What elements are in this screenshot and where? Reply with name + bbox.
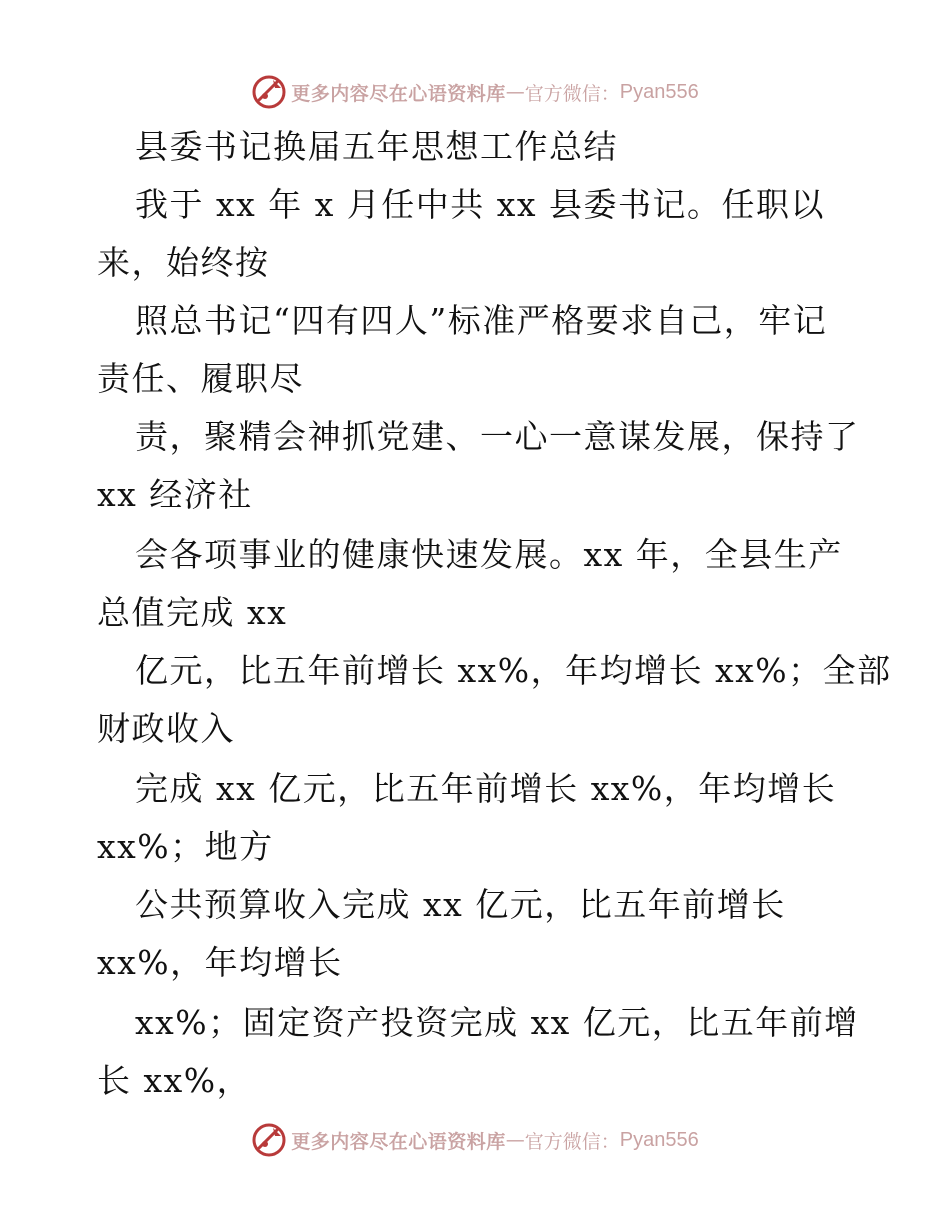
paragraph-line: xx%；地方 [97,827,274,866]
paragraph-line: 完成 xx 亿元，比五年前增长 xx%，年均增长 [135,769,837,808]
watermark-separator: — [505,1129,525,1151]
watermark-wechat-id: Pyan556 [619,1128,699,1151]
watermark-banner-top [0,72,950,112]
watermark-wechat-id: Pyan556 [619,80,699,103]
paragraph-line: 总值完成 xx [97,593,288,632]
paragraph-line: 来，始终按 [97,243,270,282]
document-title: 县委书记换届五年思想工作总结 [135,127,618,166]
seal-logo-icon [251,1122,287,1158]
paragraph-line: 责，聚精会神抓党建、一心一意谋发展，保持了 [135,417,860,456]
watermark-text: 更多内容尽在心语资料库 [291,82,506,105]
paragraph-line: 我于 xx 年 x 月任中共 xx 县委书记。任职以 [135,185,825,224]
paragraph-line: xx 经济社 [97,475,253,514]
paragraph-line: 亿元，比五年前增长 xx%，年均增长 xx%；全部 [135,651,892,690]
paragraph-line: xx%，年均增长 [97,943,343,982]
watermark-banner-bottom [0,1120,950,1160]
paragraph-line: 公共预算收入完成 xx 亿元，比五年前增长 [135,885,786,924]
paragraph-line: 责任、履职尽 [97,359,304,398]
watermark-wechat-label: 官方微信： [524,1130,620,1153]
watermark-separator: — [505,81,525,103]
watermark-text: 更多内容尽在心语资料库 [291,1130,506,1153]
watermark-wechat-label: 官方微信： [524,82,620,105]
paragraph-line: 财政收入 [97,709,235,748]
paragraph-line: 照总书记“四有四人”标准严格要求自己，牢记 [135,301,828,340]
seal-logo-icon [251,74,287,110]
paragraph-line: 会各项事业的健康快速发展。xx 年，全县生产 [135,535,843,574]
paragraph-line: xx%；固定资产投资完成 xx 亿元，比五年前增 [135,1003,859,1042]
paragraph-line: 长 xx%， [97,1061,252,1100]
